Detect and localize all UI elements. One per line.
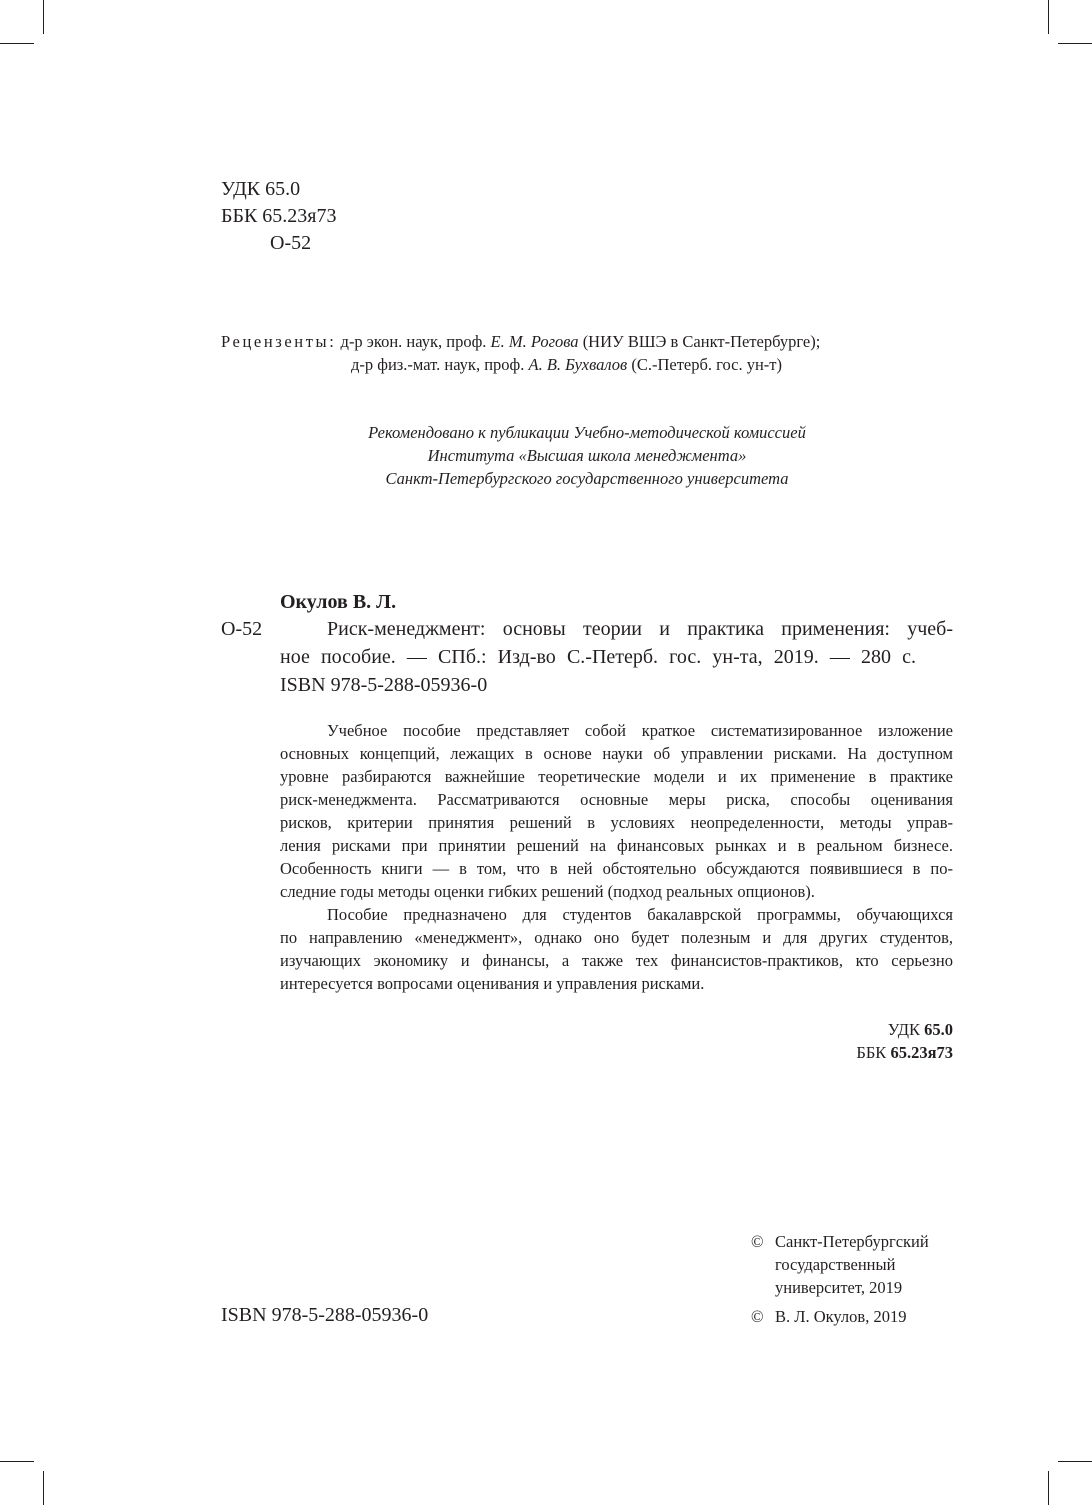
recommendation-line: Рекомендовано к публикации Учебно-методической комиссией (368, 423, 806, 442)
abstract-line: уровне разбираются важнейшие теоретические модели и их применение в практике (280, 767, 953, 786)
top-author-sign: О-52 (270, 232, 312, 254)
abstract-line: интересуется вопросами оценивания и управления рисками. (280, 974, 705, 993)
abstract-line: Особенность книги — в том, что в ней обстоятельно обсуждаются появившиеся в по- (280, 859, 953, 878)
copyright-spbu-line: университет, 2019 (775, 1278, 903, 1297)
abstract-line: ления рисками при принятии решений на финансовых рынках и в реальном бизнесе. (280, 836, 953, 855)
entry-title-line: Риск-менеджмент: основы теории и практика применения: учеб- (327, 618, 953, 640)
recommendation-line: Института «Высшая школа менеджмента» (427, 446, 747, 465)
entry-author: Окулов В. Л. (280, 591, 397, 613)
crop-mark (0, 43, 34, 44)
reviewer-1-degree: д-р экон. наук, проф. (340, 332, 487, 351)
bottom-bbk-label: ББК (856, 1043, 887, 1062)
crop-mark (43, 1471, 44, 1505)
crop-mark (1058, 43, 1092, 44)
bottom-udk-code (653, 1018, 953, 1041)
bottom-udk-value: 65.0 (924, 1020, 953, 1039)
reviewer-1-name: Е. М. Рогова (490, 332, 579, 351)
reviewer-2-line (351, 353, 782, 376)
abstract-line: Учебное пособие представляет собой краткое систематизированное изложение (327, 721, 953, 740)
entry-sign: О-52 (221, 618, 263, 640)
entry-title-line: ное пособие. — СПб.: Изд-во С.-Петерб. гос. ун-та, 2019. — 280 с. (280, 646, 916, 668)
isbn: ISBN 978-5-288-05936-0 (221, 1304, 429, 1326)
crop-mark (43, 0, 44, 34)
abstract-line: изучающих экономику и финансы, а также тех финансистов-практиков, кто серьезно (280, 951, 953, 970)
abstract-line: риск-менеджмента. Рассматриваются основные меры риска, способы оценивания (280, 790, 953, 809)
crop-mark (1048, 0, 1049, 34)
abstract-line: следние годы методы оценки гибких решений (подход реальных опционов). (280, 882, 815, 901)
reviewer-2-name: А. В. Бухвалов (528, 355, 628, 374)
copyright-spbu-line: Санкт-Петербургский (775, 1232, 929, 1251)
bottom-bbk-code (653, 1041, 953, 1064)
reviewer-2-degree: д-р физ.-мат. наук, проф. (351, 355, 525, 374)
abstract-line: рисков, критерии принятия решений в условиях неопределенности, методы управ- (280, 813, 953, 832)
abstract-line: Пособие предназначено для студентов бакалаврской программы, обучающихся (327, 905, 953, 924)
abstract-line: основных концепций, лежащих в основе науки об управлении рисками. На доступном (280, 744, 953, 763)
crop-mark (1058, 1461, 1092, 1462)
reviewer-2-org: (С.-Петерб. гос. ун-т) (631, 355, 783, 374)
reviewer-1-org: (НИУ ВШЭ в Санкт-Петербурге); (582, 332, 821, 351)
copyright-author: В. Л. Окулов, 2019 (775, 1307, 907, 1326)
entry-isbn-line: ISBN 978-5-288-05936-0 (280, 674, 488, 696)
copyright-symbol: © (751, 1232, 764, 1251)
copyright-spbu-line: государственный (775, 1255, 896, 1274)
top-udk-code: УДК 65.0 (221, 178, 301, 200)
crop-mark (0, 1461, 34, 1462)
reviewer-1-line (221, 330, 820, 353)
top-bbk-code: ББК 65.23я73 (221, 205, 337, 227)
bottom-bbk-value: 65.23я73 (890, 1043, 953, 1062)
abstract-line: по направлению «менеджмент», однако оно будет полезным и для других студентов, (280, 928, 953, 947)
reviewers-label: Рецензенты: (221, 332, 337, 351)
crop-mark (1048, 1471, 1049, 1505)
recommendation-line: Санкт-Петербургского государственного университета (385, 469, 789, 488)
bottom-udk-label: УДК (887, 1020, 920, 1039)
copyright-symbol: © (751, 1307, 764, 1326)
